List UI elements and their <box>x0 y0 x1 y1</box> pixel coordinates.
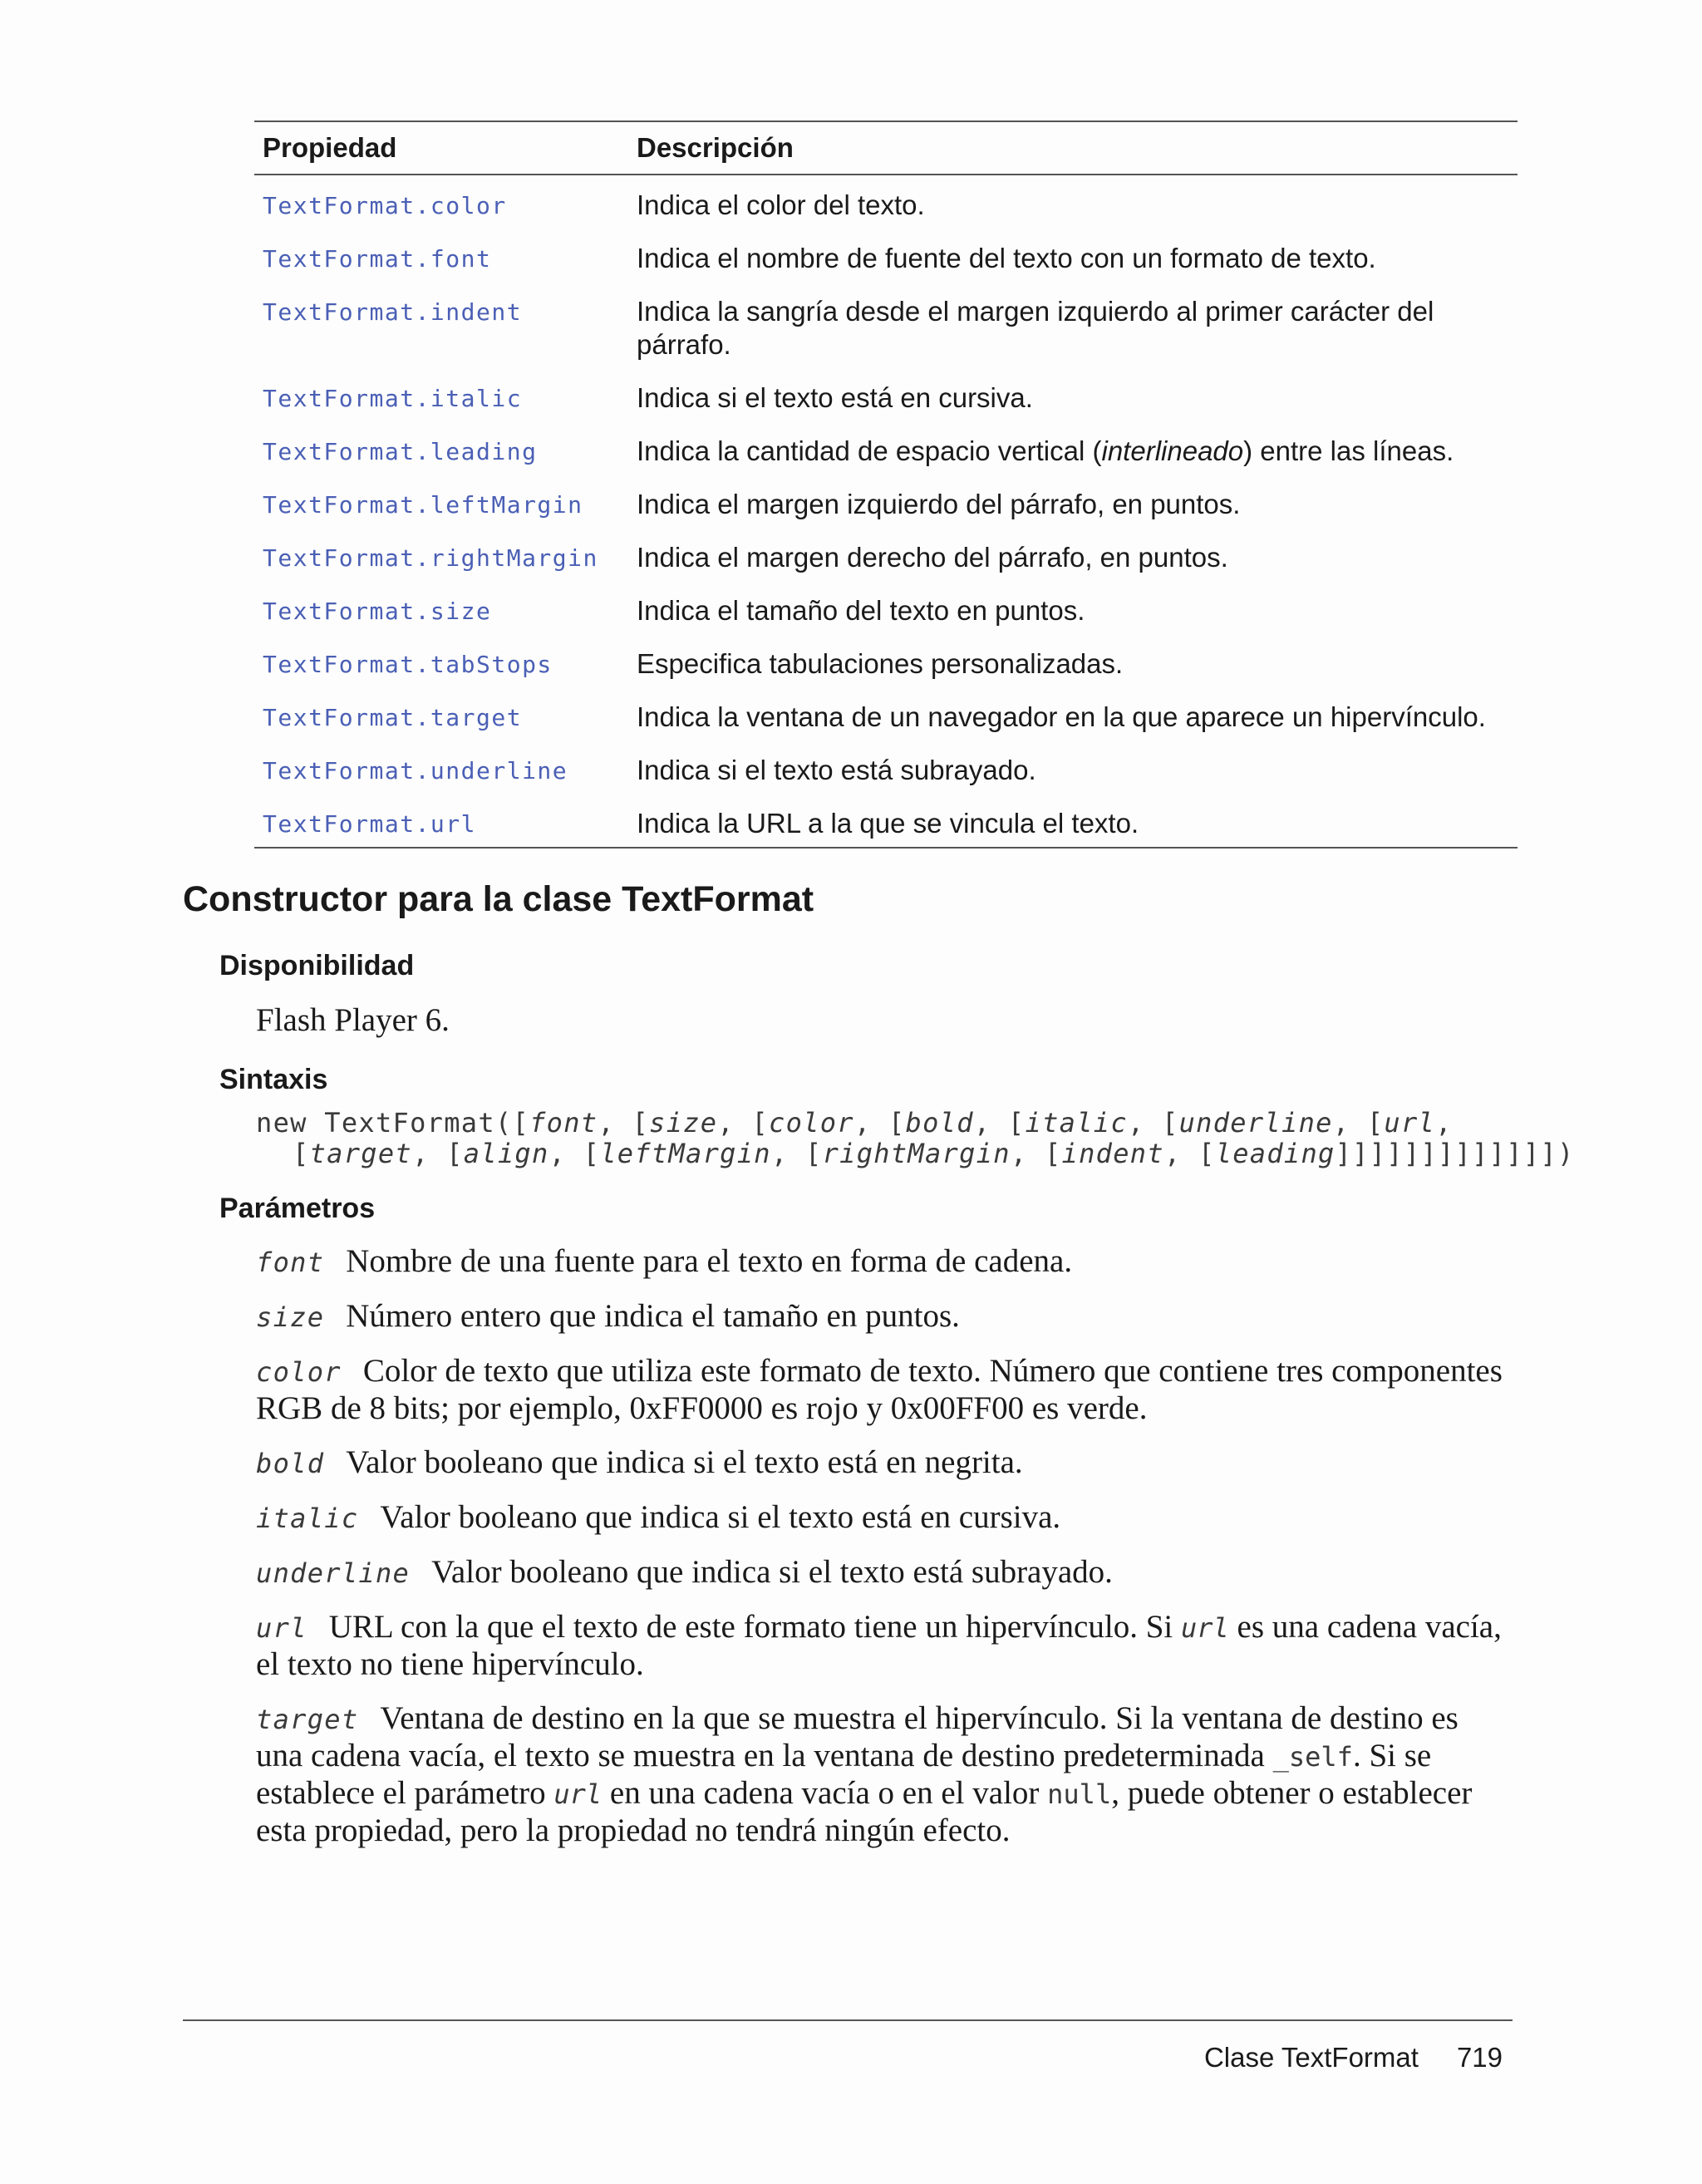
property-name: TextFormat.underline <box>263 757 568 785</box>
property-name: TextFormat.color <box>263 192 507 219</box>
syntax-arg: bold <box>905 1107 974 1139</box>
property-name: TextFormat.tabStops <box>263 651 553 678</box>
footer-title: Clase TextFormat <box>1203 2042 1419 2073</box>
description-text: ) entre las líneas. <box>1243 435 1454 466</box>
property-description: Indica si el texto está en cursiva. <box>637 382 1033 413</box>
description-emphasis: interlineado <box>1101 435 1244 466</box>
syntax-arg: target <box>309 1138 412 1169</box>
param-text: Ventana de destino en la que se muestra el hipervínculo. Si la ventana de destino es una cadena vacía, el texto se muestra en la ventana de destino predeterminada <box>256 1700 1459 1773</box>
property-name: TextFormat.url <box>263 810 477 838</box>
param-text: en una cadena vacía o en el valor <box>609 1775 1040 1811</box>
availability-heading: Disponibilidad <box>219 950 415 981</box>
property-name: TextFormat.leftMargin <box>263 491 583 519</box>
param-name: bold <box>256 1448 325 1479</box>
syntax-arg: indent <box>1061 1138 1164 1169</box>
syntax-code: new TextFormat([font, [size, [color, [bold, [italic, [underline, [url, [target, [align, [leftMargin, [rightMargin, [indent, [leading]]]]]]]]]]]]]) <box>256 1107 1575 1169</box>
table-row <box>254 282 1518 368</box>
table-row <box>254 794 1518 847</box>
param-url <box>256 1609 1511 1683</box>
table-row <box>254 368 1518 421</box>
syntax-heading: Sintaxis <box>219 1064 328 1095</box>
param-text: Valor booleano que indica si el texto está en cursiva. <box>380 1499 1061 1535</box>
table-row <box>254 421 1518 475</box>
property-description: Indica el color del texto. <box>637 189 925 220</box>
table-row <box>254 581 1518 634</box>
property-description: Indica la URL a la que se vincula el texto. <box>637 808 1139 839</box>
property-name: TextFormat.size <box>263 598 492 625</box>
property-description <box>637 435 1518 468</box>
param-text: es una cadena vacía, el texto no tiene hipervínculo. <box>256 1609 1502 1682</box>
property-name: TextFormat.italic <box>263 385 523 412</box>
syntax-arg: underline <box>1178 1107 1333 1139</box>
param-size <box>256 1298 1511 1335</box>
page-number: 719 <box>1456 2042 1503 2073</box>
property-name: TextFormat.leading <box>263 438 538 465</box>
table-row <box>254 740 1518 794</box>
table-row <box>254 687 1518 740</box>
param-color <box>256 1353 1511 1427</box>
param-italic <box>256 1499 1511 1537</box>
property-description: Indica el nombre de fuente del texto con un formato de texto. <box>637 243 1376 273</box>
property-name: TextFormat.rightMargin <box>263 544 598 572</box>
property-description: Indica el margen derecho del párrafo, en puntos. <box>637 542 1228 573</box>
param-text: Color de texto que utiliza este formato de texto. Número que contiene tres componentes RGB de 8 bits; por ejemplo, 0xFF0000 es rojo y 0x00FF00 es verde. <box>256 1353 1503 1426</box>
param-text: Nombre de una fuente para el texto en forma de cadena. <box>346 1243 1073 1279</box>
param-name: color <box>256 1356 342 1388</box>
property-description: Especifica tabulaciones personalizadas. <box>637 648 1124 679</box>
property-description: Indica la ventana de un navegador en la que aparece un hipervínculo. <box>637 701 1486 732</box>
param-font <box>256 1243 1511 1281</box>
param-text: Valor booleano que indica si el texto está en negrita. <box>346 1444 1023 1480</box>
inline-code: null <box>1047 1778 1112 1810</box>
table-header <box>254 122 1518 175</box>
param-text: Número entero que indica el tamaño en puntos. <box>346 1298 960 1334</box>
section-title: Constructor para la clase TextFormat <box>183 879 814 919</box>
property-name: TextFormat.target <box>263 704 523 731</box>
property-description: Indica el margen izquierdo del párrafo, en puntos. <box>637 489 1241 519</box>
table-row <box>254 634 1518 687</box>
syntax-line-2: [target, [align, [leftMargin, [rightMargin, [indent, [leading]]]]]]]]]]]]]) <box>293 1138 1575 1169</box>
table-row <box>254 229 1518 282</box>
syntax-arg: url <box>1384 1107 1436 1139</box>
table-row <box>254 175 1518 229</box>
property-description: Indica el tamaño del texto en puntos. <box>637 595 1085 626</box>
inline-code: _self <box>1272 1741 1353 1773</box>
property-description: Indica si el texto está subrayado. <box>637 755 1036 785</box>
param-text: , puede obtener o establecer esta propiedad, pero la propiedad no tendrá ningún efecto. <box>256 1775 1473 1848</box>
syntax-bracket: [ <box>293 1138 310 1169</box>
param-name: underline <box>256 1557 411 1589</box>
footer-divider <box>183 2019 1513 2021</box>
param-name: target <box>256 1704 359 1735</box>
syntax-arg: color <box>769 1107 854 1139</box>
property-name: TextFormat.font <box>263 245 492 273</box>
syntax-prefix: new TextFormat([ <box>256 1107 530 1139</box>
description-text: Indica la cantidad de espacio vertical ( <box>637 435 1102 466</box>
syntax-arg: align <box>463 1138 549 1169</box>
syntax-arg: rightMargin <box>822 1138 1011 1169</box>
syntax-arg: italic <box>1025 1107 1128 1139</box>
param-name: size <box>256 1301 325 1333</box>
syntax-arg: leading <box>1215 1138 1336 1169</box>
param-target <box>256 1700 1511 1849</box>
inline-code: url <box>1180 1612 1229 1644</box>
header-description: Descripción <box>637 132 794 163</box>
syntax-arg: size <box>649 1107 718 1139</box>
param-underline <box>256 1554 1511 1591</box>
page-footer <box>1204 2042 1503 2073</box>
param-bold <box>256 1444 1511 1482</box>
syntax-suffix: ]]]]]]]]]]]]]) <box>1335 1138 1575 1169</box>
property-description: Indica la sangría desde el margen izquierdo al primer carácter del párrafo. <box>637 296 1434 360</box>
table-row <box>254 528 1518 581</box>
param-name: italic <box>256 1503 359 1534</box>
property-table <box>254 121 1518 849</box>
syntax-arg: font <box>529 1107 598 1139</box>
param-name: font <box>256 1247 325 1278</box>
availability-text: Flash Player 6. <box>256 1002 450 1038</box>
param-text: Valor booleano que indica si el texto está subrayado. <box>431 1554 1113 1590</box>
parameters-list <box>256 1243 1511 1867</box>
header-property: Propiedad <box>263 132 397 163</box>
table-row <box>254 475 1518 528</box>
param-text: . Si se establece el parámetro <box>256 1738 1432 1811</box>
inline-code: url <box>553 1778 603 1810</box>
param-text: URL con la que el texto de este formato tiene un hipervínculo. Si <box>328 1609 1173 1645</box>
property-name: TextFormat.indent <box>263 298 523 326</box>
syntax-arg: leftMargin <box>600 1138 771 1169</box>
parameters-heading: Parámetros <box>219 1193 376 1224</box>
param-name: url <box>256 1612 307 1644</box>
